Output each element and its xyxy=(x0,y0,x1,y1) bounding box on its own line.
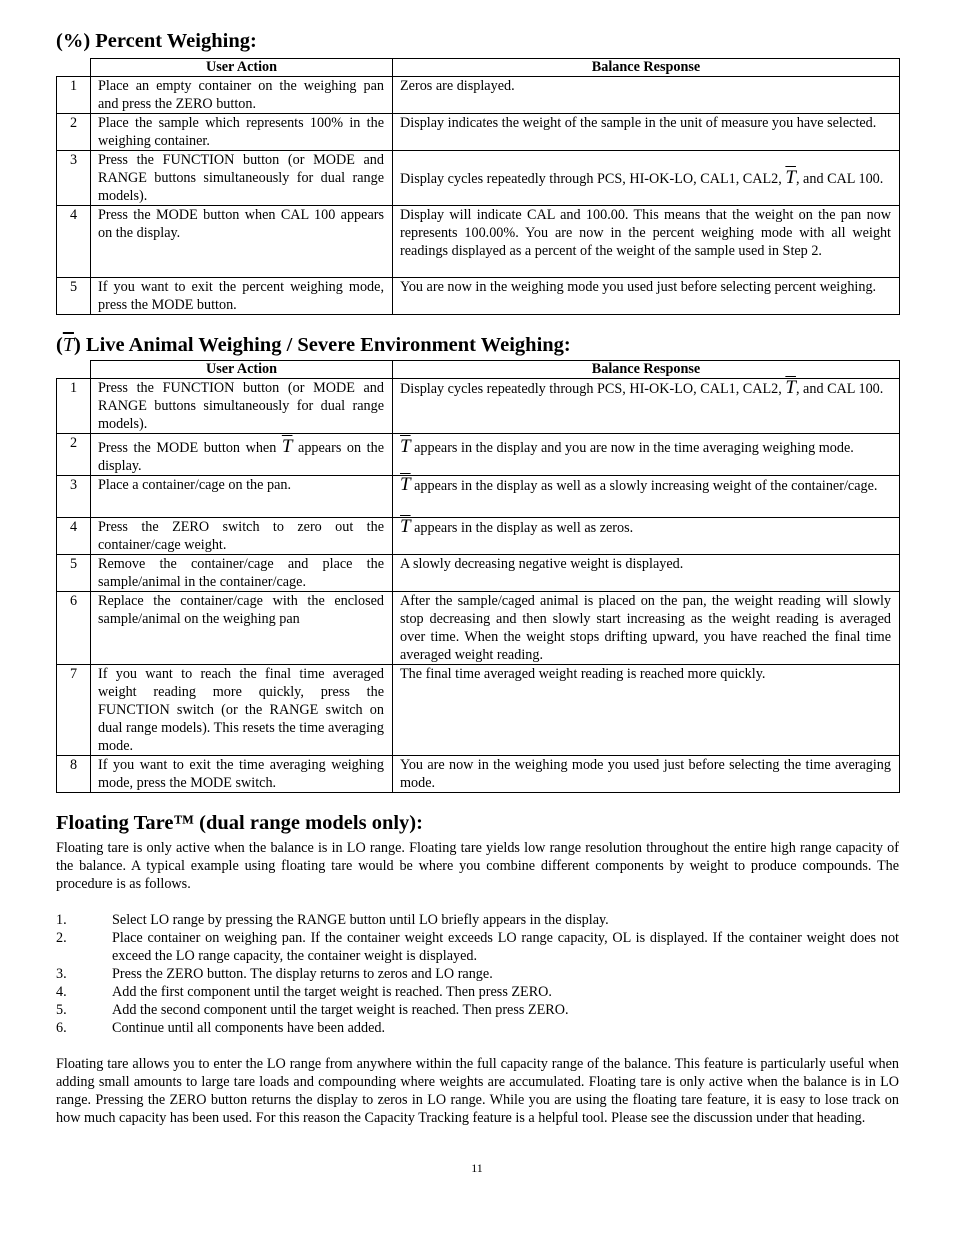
floating-tare-steps xyxy=(56,911,899,1037)
user-action: Remove the container/cage and place the sample/animal in the container/cage. xyxy=(91,555,393,592)
step-number: 1 xyxy=(57,379,91,434)
user-action: Press the FUNCTION button (or MODE and RANGE buttons simultaneously for dual range models). xyxy=(91,151,393,206)
table-row xyxy=(57,151,900,206)
table-row xyxy=(57,77,900,114)
response-text: Display cycles repeatedly through PCS, HI-OK-LO, CAL1, CAL2, xyxy=(400,170,786,187)
user-action: If you want to reach the final time averaged weight reading more quickly, press the FUNCTION switch (or the RANGE switch on dual range models). This resets the time averaging mode. xyxy=(91,665,393,756)
step-label: 2. xyxy=(56,930,67,946)
table-row xyxy=(57,518,900,555)
action-text: appears on the display. xyxy=(98,440,384,474)
table-row xyxy=(57,278,900,315)
heading-paren: ( xyxy=(56,334,63,356)
list-item xyxy=(56,1001,899,1019)
step-label: 1. xyxy=(56,912,67,928)
table-header-row xyxy=(57,59,900,77)
list-item xyxy=(56,1019,899,1037)
step-number: 2 xyxy=(57,114,91,151)
balance-response: A slowly decreasing negative weight is displayed. xyxy=(393,555,900,592)
step-number: 3 xyxy=(57,151,91,206)
step-label: 4. xyxy=(56,984,67,1000)
user-action: Place the sample which represents 100% in the weighing container. xyxy=(91,114,393,151)
t-bar-symbol: $\overline{T}$ xyxy=(785,377,796,398)
header-user-action: User Action xyxy=(91,361,393,379)
header-balance-response: Balance Response xyxy=(393,361,900,379)
t-bar-symbol: $\overline{T}$ xyxy=(785,166,796,188)
table-row xyxy=(57,665,900,756)
step-text: Press the ZERO button. The display returns to zeros and LO range. xyxy=(112,966,493,982)
response-text: Display cycles repeatedly through PCS, HI-OK-LO, CAL1, CAL2, xyxy=(400,381,786,397)
step-number: 2 xyxy=(57,434,91,476)
step-number: 8 xyxy=(57,756,91,793)
t-bar-symbol: T xyxy=(62,334,74,356)
manual-page xyxy=(56,0,899,1127)
user-action: Place an empty container on the weighing pan and press the ZERO button. xyxy=(91,77,393,114)
percent-weighing-table xyxy=(56,58,900,315)
step-text: Place container on weighing pan. If the container weight exceeds LO range capacity, OL is displayed. If the container weight does not exceed the LO range capacity, the container weight is displayed. xyxy=(112,930,899,964)
action-text: Press the MODE button when xyxy=(98,440,282,456)
floating-tare-intro: Floating tare is only active when the balance is in LO range. Floating tare yields low range resolution throughout the entire high range capacity of the balance. A typical example using floating tare would be where you combine different components by weight to produce compounds. The procedure is as follows. xyxy=(56,840,899,892)
heading-text: ) Live Animal Weighing / Severe Environment Weighing: xyxy=(73,334,571,356)
balance-response: Zeros are displayed. xyxy=(393,77,900,114)
response-text: appears in the display as well as a slowly increasing weight of the container/cage. xyxy=(410,478,878,494)
floating-tare-outro: Floating tare allows you to enter the LO range from anywhere within the full capacity range of the balance. This feature is particularly useful when adding small amounts to large tare loads and compounding where weights are accumulated. Floating tare is only active when the balance is in LO range. Pressing the ZERO button returns the display to zeros in LO range. While you are using the floating tare feature, it is easy to lose track on how much capacity has been used. For this reason the Capacity Tracking feature is a helpful tool. Please see the discussion under that heading. xyxy=(56,1056,899,1126)
table-row xyxy=(57,206,900,278)
t-bar-symbol: $\overline{T}$ xyxy=(400,436,411,457)
table-row xyxy=(57,476,900,518)
user-action: If you want to exit the percent weighing mode, press the MODE button. xyxy=(91,278,393,315)
step-number: 3 xyxy=(57,476,91,518)
table-header-row xyxy=(57,361,900,379)
user-action: Place a container/cage on the pan. xyxy=(91,476,393,518)
balance-response xyxy=(393,379,900,434)
step-number: 4 xyxy=(57,206,91,278)
animal-weighing-table xyxy=(56,360,900,793)
step-text: Continue until all components have been added. xyxy=(112,1020,386,1036)
table-row xyxy=(57,756,900,793)
balance-response: You are now in the weighing mode you used just before selecting percent weighing. xyxy=(393,278,900,315)
balance-response xyxy=(393,434,900,476)
header-blank xyxy=(57,361,91,379)
step-label: 5. xyxy=(56,1002,67,1018)
balance-response: Display will indicate CAL and 100.00. This means that the weight on the pan now represents 100.00%. You are now in the percent weighing mode with all weight readings displayed as a percent of the weight of the sample used in Step 2. xyxy=(393,206,900,278)
percent-weighing-heading: (%) Percent Weighing: xyxy=(56,30,257,52)
step-number: 5 xyxy=(57,555,91,592)
step-text: Add the second component until the target weight is reached. Then press ZERO. xyxy=(112,1002,569,1018)
response-text: appears in the display as well as zeros. xyxy=(410,520,634,536)
list-item xyxy=(56,911,899,929)
t-bar-symbol: $\overline{T}$ xyxy=(400,474,411,495)
floating-tare-heading: Floating Tare™ (dual range models only): xyxy=(56,812,423,834)
response-text: , and CAL 100. xyxy=(795,381,884,397)
balance-response: You are now in the weighing mode you used just before selecting the time averaging mode. xyxy=(393,756,900,793)
header-blank xyxy=(57,59,91,77)
response-text: , and CAL 100. xyxy=(795,170,884,187)
user-action: Press the FUNCTION button (or MODE and RANGE buttons simultaneously for dual range models). xyxy=(91,379,393,434)
t-bar-symbol: $\overline{T}$ xyxy=(400,516,411,537)
table-row xyxy=(57,114,900,151)
step-text: Add the first component until the target weight is reached. Then press ZERO. xyxy=(112,984,552,1000)
table-row xyxy=(57,379,900,434)
balance-response xyxy=(393,151,900,206)
step-number: 4 xyxy=(57,518,91,555)
header-balance-response: Balance Response xyxy=(393,59,900,77)
list-item xyxy=(56,983,899,1001)
animal-weighing-heading xyxy=(56,333,899,357)
step-number: 5 xyxy=(57,278,91,315)
balance-response: After the sample/caged animal is placed on the pan, the weight reading will slowly stop decreasing and then slowly start increasing as the weight reading is averaged over time. When the weight stops drifting upward, you have reached the final time averaged weight reading. xyxy=(393,592,900,665)
step-label: 6. xyxy=(56,1020,67,1036)
table-row xyxy=(57,555,900,592)
step-text: Select LO range by pressing the RANGE button until LO briefly appears in the display. xyxy=(112,912,609,928)
user-action xyxy=(91,434,393,476)
user-action: Press the MODE button when CAL 100 appears on the display. xyxy=(91,206,393,278)
response-text: appears in the display and you are now in the time averaging weighing mode. xyxy=(410,440,854,456)
list-item xyxy=(56,929,899,965)
user-action: Press the ZERO switch to zero out the container/cage weight. xyxy=(91,518,393,555)
step-label: 3. xyxy=(56,966,67,982)
balance-response xyxy=(393,476,900,518)
balance-response xyxy=(393,518,900,555)
table-row xyxy=(57,592,900,665)
balance-response: Display indicates the weight of the sample in the unit of measure you have selected. xyxy=(393,114,900,151)
t-bar-symbol: $\overline{T}$ xyxy=(281,436,293,457)
user-action: If you want to exit the time averaging weighing mode, press the MODE switch. xyxy=(91,756,393,793)
user-action: Replace the container/cage with the enclosed sample/animal on the weighing pan xyxy=(91,592,393,665)
header-user-action: User Action xyxy=(91,59,393,77)
table-row xyxy=(57,434,900,476)
page-number: 11 xyxy=(471,1161,483,1175)
step-number: 6 xyxy=(57,592,91,665)
step-number: 1 xyxy=(57,77,91,114)
balance-response: The final time averaged weight reading is reached more quickly. xyxy=(393,665,900,756)
step-number: 7 xyxy=(57,665,91,756)
list-item xyxy=(56,965,899,983)
